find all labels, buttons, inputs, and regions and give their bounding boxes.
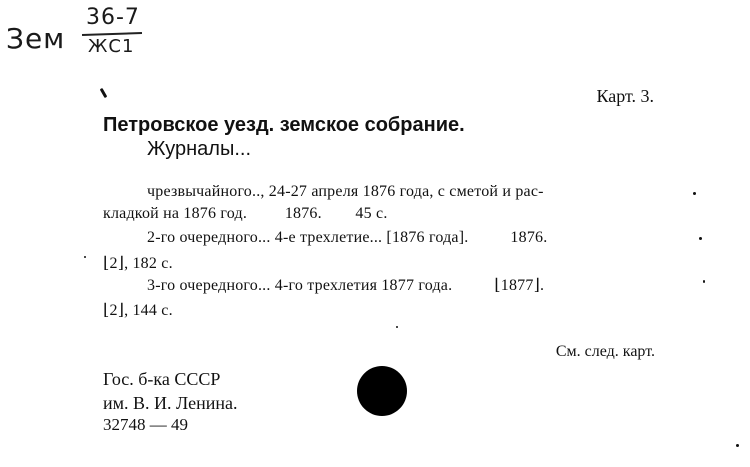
library-name: Гос. б-ка СССР [103,369,221,389]
speck [703,280,705,283]
entry-3-line-2: ⌊2⌋, 144 с. [103,302,173,319]
library-card-code: 32748 — 49 [103,415,188,434]
speck [699,237,702,240]
handwritten-shelfmark-top: 36-7 [86,5,140,30]
entry-2-line-2: ⌊2⌋, 182 с. [103,255,173,272]
card-subtitle: Журналы... [147,138,252,160]
entry-1-line-2: кладкой на 1876 год. 1876. 45 с. [103,205,388,222]
speck [100,88,108,98]
see-next-card-note: См. след. карт. [555,343,655,360]
entry-3-line-1: 3-го очередного... 4-го трехлетия 1877 года. ⌊1877⌋. [147,277,545,294]
punch-hole [357,366,407,416]
speck [693,192,696,195]
entry-2-line-1: 2-го очередного... 4-е трехлетие... [1876 года]. 1876. [147,229,548,246]
card-title: Петровское уезд. земское собрание. [103,114,465,136]
library-name-2: им. В. И. Ленина. [103,393,238,413]
entry-1-line-1: чрезвычайного.., 24-27 апреля 1876 года, с сметой и рас- [147,183,544,200]
card-number: Карт. 3. [596,86,654,106]
speck [84,256,86,258]
handwritten-shelfmark-prefix: Зем [6,22,66,55]
handwritten-shelfmark-bottom: ЖС1 [88,36,135,57]
speck [396,326,398,328]
speck [736,444,739,447]
